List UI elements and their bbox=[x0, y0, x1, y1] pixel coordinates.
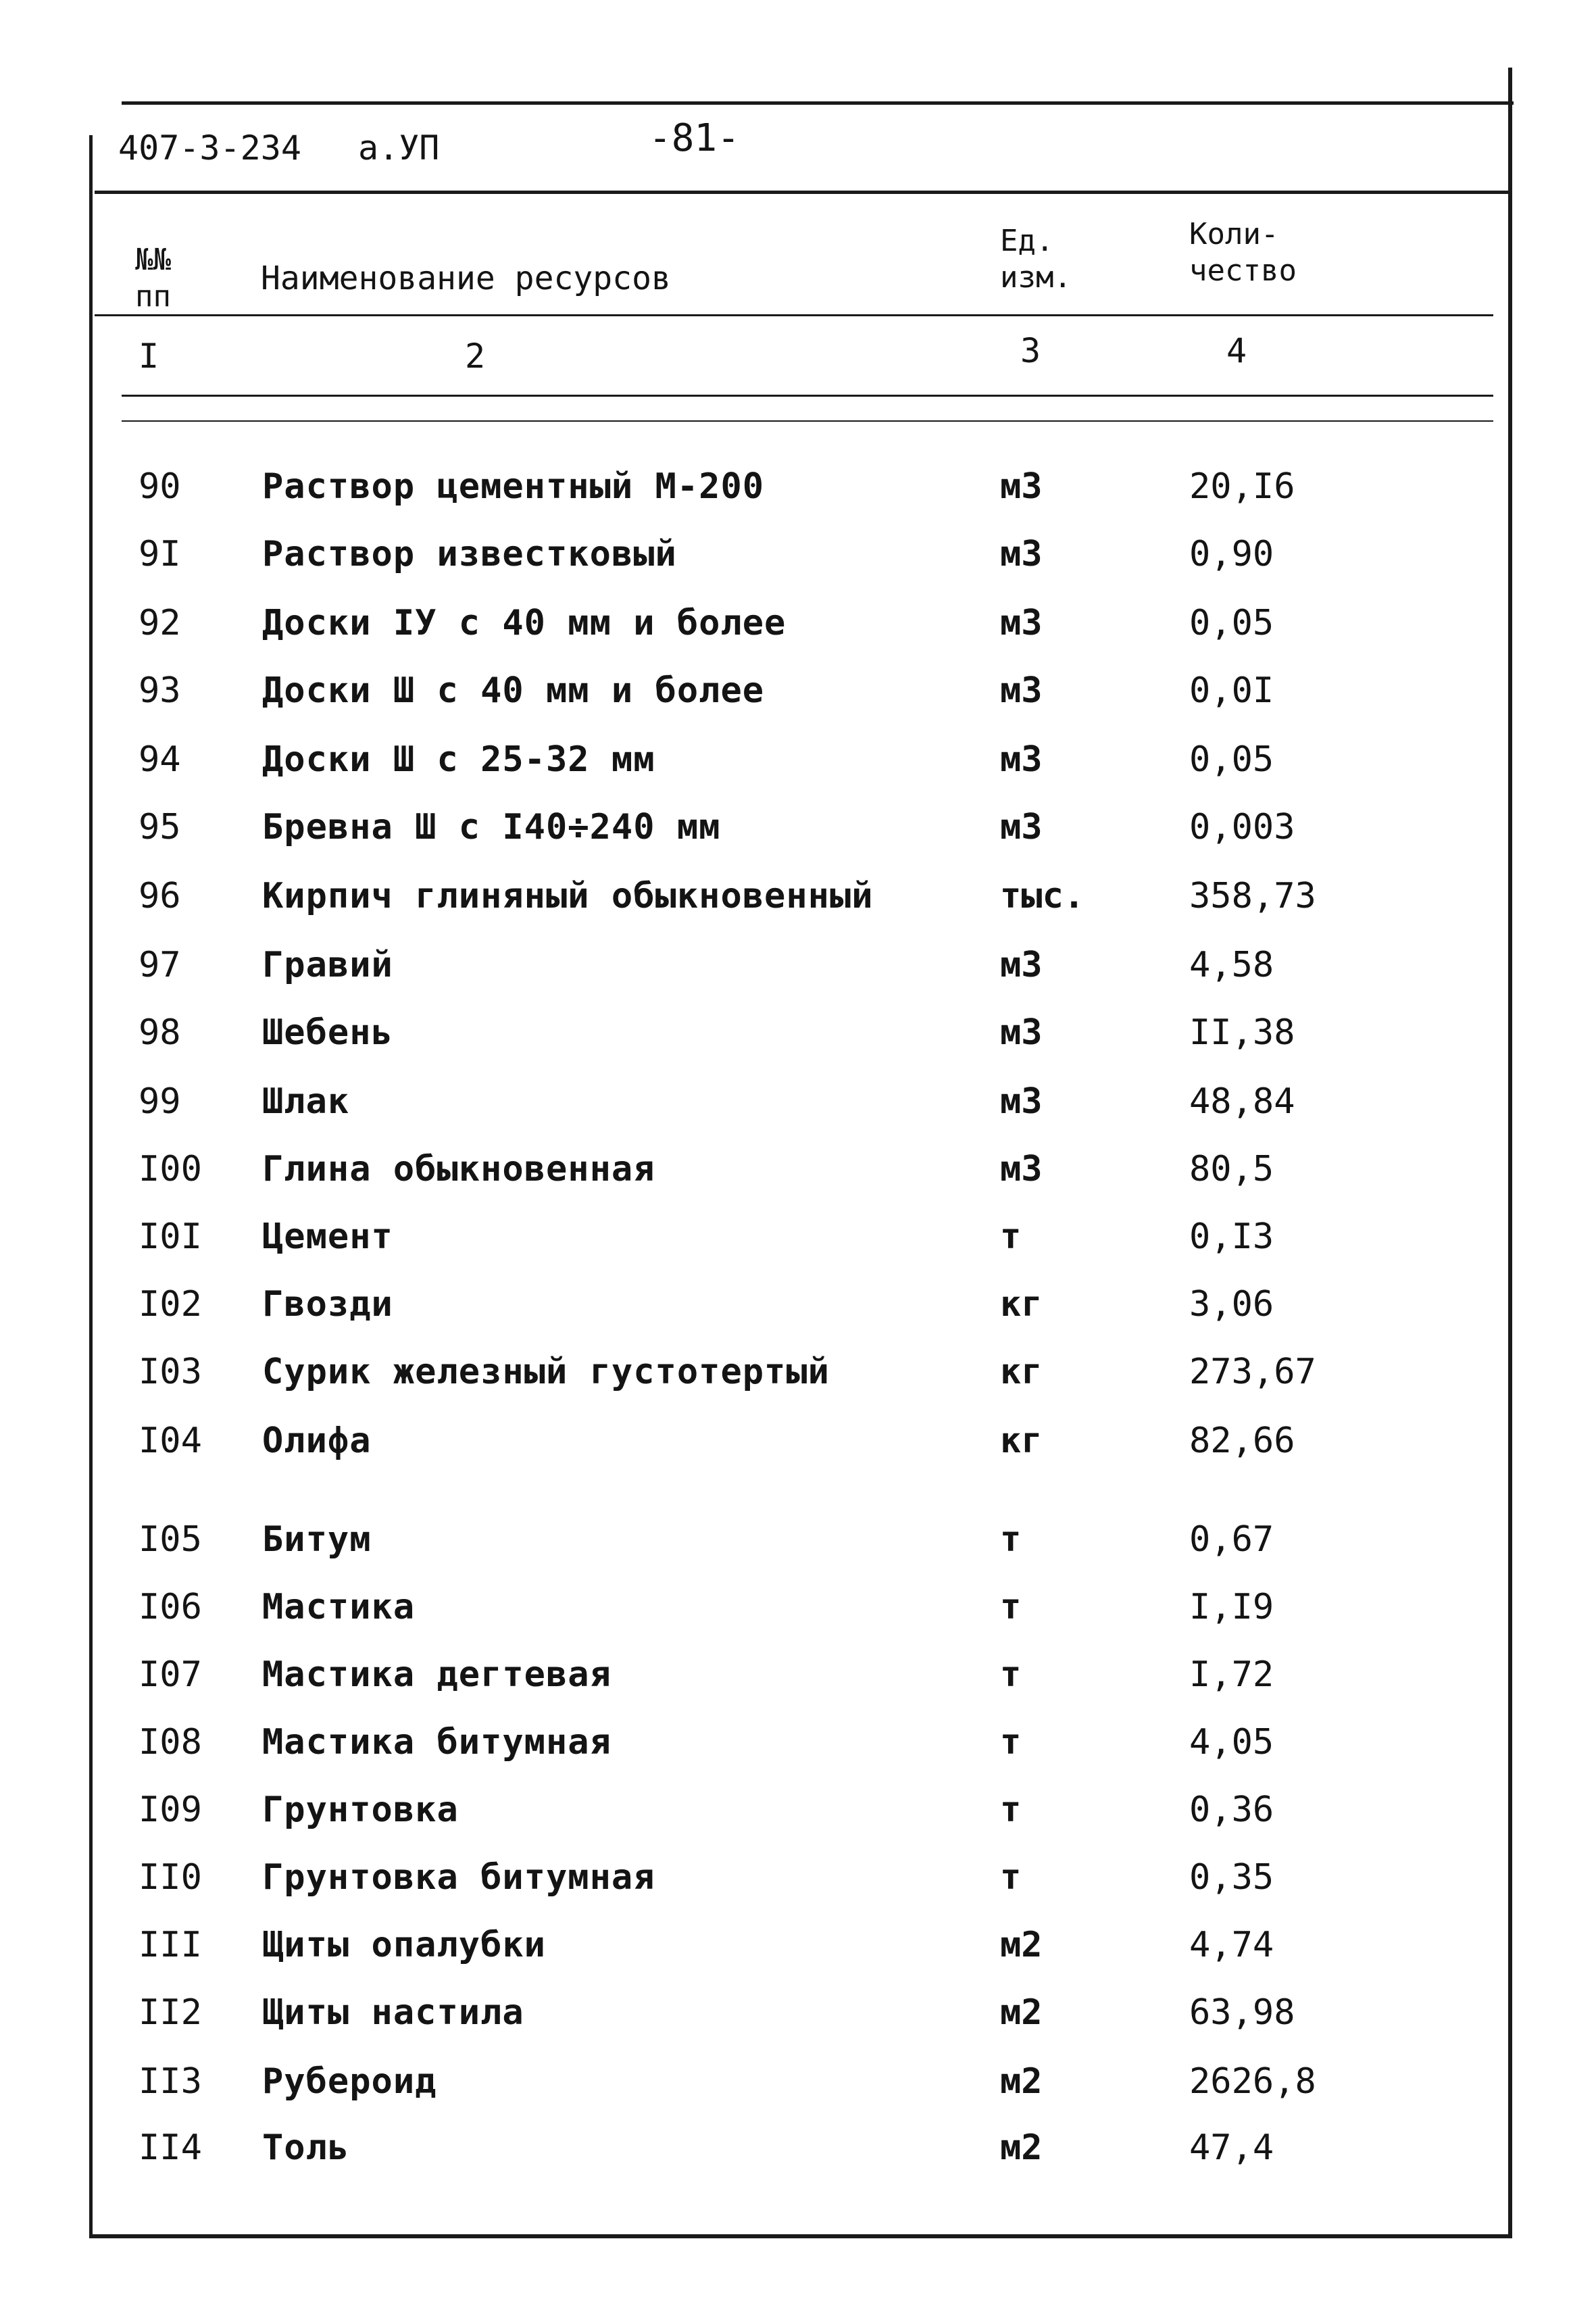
quantity: 0,05 bbox=[1189, 603, 1274, 643]
row-number: 97 bbox=[139, 945, 181, 985]
table-row bbox=[0, 1421, 1596, 1488]
table-row bbox=[0, 2127, 1596, 2195]
resource-name: Раствор цементный М-200 bbox=[262, 466, 765, 507]
unit-of-measure: кг bbox=[1000, 1421, 1043, 1461]
table-row bbox=[0, 1284, 1596, 1352]
quantity: 80,5 bbox=[1189, 1149, 1274, 1189]
row-number: 99 bbox=[139, 1081, 181, 1122]
unit-of-measure: м3 bbox=[1000, 1149, 1043, 1189]
column-header-name: Наименование ресурсов bbox=[261, 260, 671, 297]
header-divider bbox=[95, 191, 1510, 194]
column-number-2: 2 bbox=[465, 337, 486, 376]
unit-of-measure: т bbox=[1000, 1790, 1022, 1830]
row-number: I02 bbox=[139, 1284, 202, 1325]
unit-of-measure: т bbox=[1000, 1857, 1022, 1898]
quantity: 3,06 bbox=[1189, 1284, 1274, 1325]
unit-of-measure: м2 bbox=[1000, 2127, 1043, 2168]
quantity: I,72 bbox=[1189, 1654, 1274, 1695]
resource-name: Рубероид bbox=[262, 2061, 437, 2102]
column-number-4: 4 bbox=[1226, 331, 1247, 370]
quantity: 63,98 bbox=[1189, 1992, 1295, 2033]
row-number: 96 bbox=[139, 876, 181, 916]
quantity: 4,05 bbox=[1189, 1722, 1274, 1763]
row-number: II2 bbox=[139, 1992, 202, 2033]
unit-of-measure: м3 bbox=[1000, 739, 1043, 780]
row-number: I05 bbox=[139, 1519, 202, 1560]
quantity: 273,67 bbox=[1189, 1352, 1316, 1392]
row-number: 93 bbox=[139, 670, 181, 711]
table-row bbox=[0, 603, 1596, 670]
bottom-border bbox=[89, 2234, 1512, 2238]
unit-of-measure: м3 bbox=[1000, 807, 1043, 847]
row-number: I08 bbox=[139, 1722, 202, 1763]
table-row bbox=[0, 1722, 1596, 1790]
quantity: 48,84 bbox=[1189, 1081, 1295, 1122]
table-row bbox=[0, 945, 1596, 1012]
resource-name: Гвозди bbox=[262, 1284, 393, 1325]
table-row bbox=[0, 1790, 1596, 1857]
table-row bbox=[0, 1519, 1596, 1587]
column-header-quantity: Коли- чество bbox=[1189, 217, 1297, 288]
table-row bbox=[0, 670, 1596, 738]
resource-name: Глина обыкновенная bbox=[262, 1149, 655, 1189]
unit-of-measure: м3 bbox=[1000, 945, 1043, 985]
quantity: 20,I6 bbox=[1189, 466, 1295, 507]
quantity: I,I9 bbox=[1189, 1587, 1274, 1627]
quantity: 0,67 bbox=[1189, 1519, 1274, 1560]
table-row bbox=[0, 1925, 1596, 1992]
resource-name: Шлак bbox=[262, 1081, 350, 1122]
table-row bbox=[0, 1654, 1596, 1722]
body-divider bbox=[122, 420, 1493, 422]
unit-of-measure: т bbox=[1000, 1587, 1022, 1627]
unit-of-measure: кг bbox=[1000, 1352, 1043, 1392]
resource-name: Олифа bbox=[262, 1421, 372, 1461]
row-number: II3 bbox=[139, 2061, 202, 2102]
table-row bbox=[0, 739, 1596, 807]
resource-name: Доски Ш с 25-32 мм bbox=[262, 739, 655, 780]
unit-of-measure: м3 bbox=[1000, 1012, 1043, 1053]
page-number: -81- bbox=[649, 116, 740, 160]
table-row bbox=[0, 1587, 1596, 1654]
resource-name: Кирпич глиняный обыкновенный bbox=[262, 876, 874, 916]
row-number: 90 bbox=[139, 466, 181, 507]
quantity: 0,0I bbox=[1189, 670, 1274, 711]
table-row bbox=[0, 534, 1596, 601]
resource-name: Гравий bbox=[262, 945, 393, 985]
table-row bbox=[0, 1352, 1596, 1419]
quantity: II,38 bbox=[1189, 1012, 1295, 1053]
column-number-1: I bbox=[139, 337, 159, 376]
unit-of-measure: м3 bbox=[1000, 1081, 1043, 1122]
resource-name: Щиты опалубки bbox=[262, 1925, 546, 1965]
resource-name: Бревна Ш с I40÷240 мм bbox=[262, 807, 721, 847]
row-number: 9I bbox=[139, 534, 181, 574]
resource-name: Цемент bbox=[262, 1216, 393, 1257]
row-number: 94 bbox=[139, 739, 181, 780]
unit-of-measure: м2 bbox=[1000, 1925, 1043, 1965]
row-number: 92 bbox=[139, 603, 181, 643]
row-number: 98 bbox=[139, 1012, 181, 1053]
top-border bbox=[122, 101, 1514, 105]
resource-name: Щиты настила bbox=[262, 1992, 524, 2033]
column-header-number: №№ пп bbox=[135, 243, 171, 314]
quantity: 0,05 bbox=[1189, 739, 1274, 780]
table-row bbox=[0, 1992, 1596, 2060]
table-row bbox=[0, 876, 1596, 943]
quantity: 82,66 bbox=[1189, 1421, 1295, 1461]
row-number: II0 bbox=[139, 1857, 202, 1898]
document-code: 407-3-234 bbox=[118, 128, 301, 168]
row-number: III bbox=[139, 1925, 202, 1965]
resource-name: Раствор известковый bbox=[262, 534, 677, 574]
resource-name: Грунтовка битумная bbox=[262, 1857, 655, 1898]
unit-of-measure: тыс. bbox=[1000, 876, 1085, 916]
column-number-divider bbox=[122, 395, 1493, 397]
resource-name: Грунтовка bbox=[262, 1790, 459, 1830]
resource-name: Мастика битумная bbox=[262, 1722, 612, 1763]
unit-of-measure: т bbox=[1000, 1519, 1022, 1560]
quantity: 4,58 bbox=[1189, 945, 1274, 985]
column-header-unit: Ед. изм. bbox=[1000, 224, 1072, 295]
unit-of-measure: м2 bbox=[1000, 2061, 1043, 2102]
quantity: 0,90 bbox=[1189, 534, 1274, 574]
resource-name: Доски Ш с 40 мм и более bbox=[262, 670, 765, 711]
unit-of-measure: м3 bbox=[1000, 534, 1043, 574]
unit-of-measure: т bbox=[1000, 1654, 1022, 1695]
unit-of-measure: м3 bbox=[1000, 466, 1043, 507]
unit-of-measure: м3 bbox=[1000, 603, 1043, 643]
quantity: 358,73 bbox=[1189, 876, 1316, 916]
row-number: 95 bbox=[139, 807, 181, 847]
row-number: II4 bbox=[139, 2127, 202, 2168]
resource-name: Битум bbox=[262, 1519, 372, 1560]
row-number: I07 bbox=[139, 1654, 202, 1695]
quantity: 0,I3 bbox=[1189, 1216, 1274, 1257]
column-header-divider bbox=[95, 314, 1493, 316]
row-number: I00 bbox=[139, 1149, 202, 1189]
table-row bbox=[0, 1012, 1596, 1080]
column-number-3: 3 bbox=[1020, 331, 1041, 370]
row-number: I0I bbox=[139, 1216, 202, 1257]
resource-name: Толь bbox=[262, 2127, 350, 2168]
resource-name: Доски IУ с 40 мм и более bbox=[262, 603, 787, 643]
quantity: 0,35 bbox=[1189, 1857, 1274, 1898]
resource-name: Мастика дегтевая bbox=[262, 1654, 612, 1695]
album-label: а.УП bbox=[358, 128, 440, 168]
table-row bbox=[0, 1081, 1596, 1149]
table-row bbox=[0, 2061, 1596, 2129]
quantity: 47,4 bbox=[1189, 2127, 1274, 2168]
unit-of-measure: т bbox=[1000, 1216, 1022, 1257]
quantity: 0,003 bbox=[1189, 807, 1295, 847]
row-number: I04 bbox=[139, 1421, 202, 1461]
unit-of-measure: кг bbox=[1000, 1284, 1043, 1325]
quantity: 2626,8 bbox=[1189, 2061, 1316, 2102]
unit-of-measure: м3 bbox=[1000, 670, 1043, 711]
resource-name: Сурик железный густотертый bbox=[262, 1352, 830, 1392]
unit-of-measure: м2 bbox=[1000, 1992, 1043, 2033]
row-number: I06 bbox=[139, 1587, 202, 1627]
row-number: I09 bbox=[139, 1790, 202, 1830]
table-row bbox=[0, 1857, 1596, 1925]
quantity: 0,36 bbox=[1189, 1790, 1274, 1830]
table-row bbox=[0, 466, 1596, 534]
resource-name: Шебень bbox=[262, 1012, 393, 1053]
row-number: I03 bbox=[139, 1352, 202, 1392]
table-row bbox=[0, 1216, 1596, 1284]
unit-of-measure: т bbox=[1000, 1722, 1022, 1763]
table-row bbox=[0, 1149, 1596, 1216]
resource-name: Мастика bbox=[262, 1587, 416, 1627]
table-row bbox=[0, 807, 1596, 875]
quantity: 4,74 bbox=[1189, 1925, 1274, 1965]
